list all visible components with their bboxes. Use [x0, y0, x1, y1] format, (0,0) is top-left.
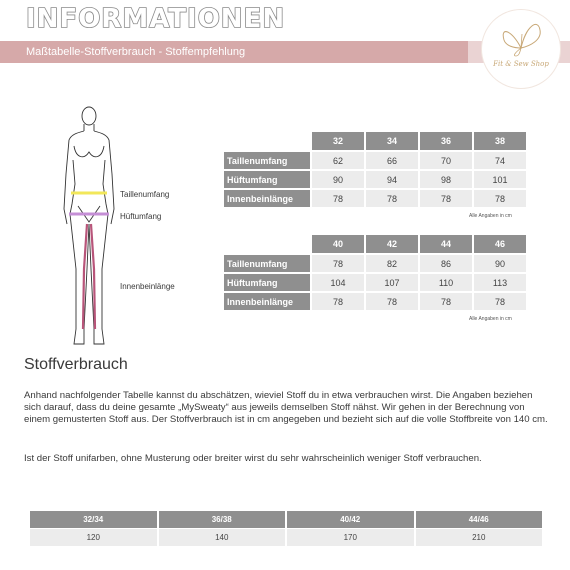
size-header: 34 [366, 132, 418, 150]
size-header: 42 [366, 235, 418, 253]
table-header-row [224, 132, 526, 150]
table-row [224, 152, 526, 169]
table-row [224, 293, 526, 310]
fabric-usage-table [28, 510, 544, 547]
section-title-fabric: Stoffverbrauch [24, 356, 128, 373]
table-cell: 110 [420, 274, 472, 291]
fabric-size-header: 40/42 [287, 511, 414, 528]
row-label: Taillenumfang [224, 152, 310, 169]
table-row [30, 529, 542, 546]
brand-logo [482, 10, 560, 88]
table-cell: 90 [312, 171, 364, 188]
figure-label-hip: Hüftumfang [120, 212, 162, 221]
table-cell: 78 [366, 190, 418, 207]
table-cell: 78 [420, 190, 472, 207]
table-cell: 94 [366, 171, 418, 188]
unit-note: Alle Angaben in cm [469, 316, 512, 322]
row-label: Innenbeinlänge [224, 190, 310, 207]
table-cell: 62 [312, 152, 364, 169]
figure-label-inseam: Innenbeinlänge [120, 282, 175, 291]
body-figure-illustration [54, 104, 124, 354]
fabric-paragraph-2: Ist der Stoff unifarben, ohne Musterung oder breiter wirst du sehr wahrscheinlich weniger Stoff verbrauchen. [24, 453, 482, 464]
table-cell: 78 [312, 190, 364, 207]
table-cell: 98 [420, 171, 472, 188]
table-cell: 78 [366, 293, 418, 310]
table-row [224, 274, 526, 291]
table-cell: 104 [312, 274, 364, 291]
figure-label-waist: Taillenumfang [120, 190, 170, 199]
page-title: INFORMATIONEN [26, 4, 286, 34]
subtitle-banner: Maßtabelle-Stoffverbrauch - Stoffempfehlung [0, 41, 468, 63]
table-cell: 101 [474, 171, 526, 188]
fabric-amount-cell: 120 [30, 529, 157, 546]
header-blank [224, 132, 310, 150]
size-header: 40 [312, 235, 364, 253]
fabric-amount-cell: 210 [416, 529, 543, 546]
fabric-size-header: 36/38 [159, 511, 286, 528]
fabric-size-header: 32/34 [30, 511, 157, 528]
table-cell: 78 [474, 293, 526, 310]
fabric-paragraph-1: Anhand nachfolgender Tabelle kannst du abschätzen, wieviel Stoff du in etwa verbrauchen wirst. Die Angaben beziehen sich darauf, dass du deine gesamte „MySweaty“ aus jeweils demselben Stoff nähst. Wir gehen in der Berechnung von einem gemusterten Stoff aus. Der Stoffverbrauch ist in cm angegeben und bezieht sich auf die volle Stoffbreite von 140 cm. [24, 390, 548, 425]
size-table-small [222, 130, 528, 209]
table-row [224, 190, 526, 207]
table-row [224, 255, 526, 272]
table-cell: 82 [366, 255, 418, 272]
table-cell: 113 [474, 274, 526, 291]
size-header: 38 [474, 132, 526, 150]
fabric-amount-cell: 140 [159, 529, 286, 546]
size-header: 44 [420, 235, 472, 253]
row-label: Hüftumfang [224, 171, 310, 188]
size-header: 32 [312, 132, 364, 150]
table-cell: 74 [474, 152, 526, 169]
logo-lettering: Fit & Sew Shop [493, 60, 549, 68]
butterfly-icon [482, 10, 560, 60]
table-cell: 86 [420, 255, 472, 272]
header-blank [224, 235, 310, 253]
table-cell: 78 [312, 293, 364, 310]
table-cell: 66 [366, 152, 418, 169]
size-header: 36 [420, 132, 472, 150]
fabric-amount-cell: 170 [287, 529, 414, 546]
unit-note: Alle Angaben in cm [469, 213, 512, 219]
table-header-row [224, 235, 526, 253]
table-cell: 70 [420, 152, 472, 169]
table-cell: 78 [420, 293, 472, 310]
size-table-large [222, 233, 528, 312]
table-row [224, 171, 526, 188]
table-cell: 78 [474, 190, 526, 207]
row-label: Taillenumfang [224, 255, 310, 272]
size-header: 46 [474, 235, 526, 253]
row-label: Innenbeinlänge [224, 293, 310, 310]
row-label: Hüftumfang [224, 274, 310, 291]
table-cell: 107 [366, 274, 418, 291]
table-cell: 78 [312, 255, 364, 272]
table-cell: 90 [474, 255, 526, 272]
fabric-size-header: 44/46 [416, 511, 543, 528]
table-header-row [30, 511, 542, 528]
